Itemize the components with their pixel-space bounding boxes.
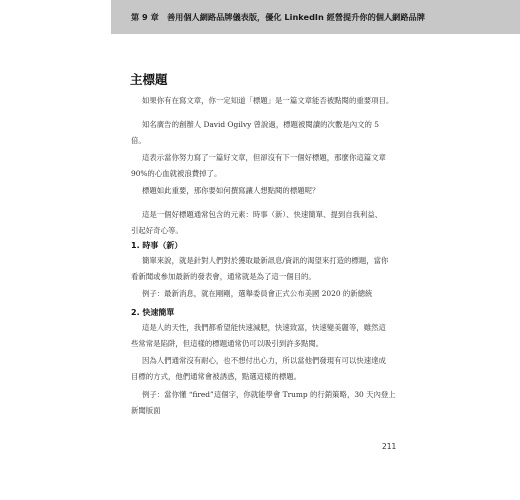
paragraph-line: 例子：最新消息，就在剛剛，選舉委員會正式公布美國 2020 的新總統	[142, 289, 373, 298]
paragraph-9	[131, 353, 401, 385]
paragraph-2	[131, 117, 401, 149]
subheading-current-events: 1. 時事（新）	[131, 241, 183, 250]
paragraph-line: 如果你有在寫文章，你一定知道「標題」是一篇文章能否被點閱的重要項目。	[142, 96, 394, 105]
paragraph-1	[131, 93, 401, 109]
paragraph-line: 這表示當你努力寫了一篇好文章，但卻沒有下一個好標題，那麼你這篇文章	[142, 153, 386, 162]
paragraph-4	[131, 183, 401, 199]
paragraph-10	[131, 387, 401, 419]
section-title: 主標題	[130, 72, 168, 87]
paragraph-3	[131, 150, 401, 182]
paragraph-6	[131, 253, 401, 285]
paragraph-line: 90%的心血就被浪費掉了。	[131, 169, 222, 178]
paragraph-line: 新聞版面	[131, 406, 161, 415]
chapter-title: 第 9 章 善用個人網路品牌儀表版，優化 LinkedIn 經營提升你的個人網路品牌	[131, 11, 425, 22]
paragraph-8	[131, 320, 401, 352]
subheading-quick-simple: 2. 快速簡單	[131, 308, 175, 317]
paragraph-line: 些常常是陷阱，但這樣的標題通常仍可以吸引到許多點閱。	[131, 339, 324, 348]
paragraph-line: 目標的方式，他們通常會被誘惑，點選這樣的標題。	[131, 372, 301, 381]
paragraph-line: 看新聞或參加最新的發表會，通常就是為了這一個目的。	[131, 272, 316, 281]
paragraph-line: 因為人們通常沒有耐心，也不想付出心力，所以當他們發現有可以快速達成	[142, 356, 386, 365]
paragraph-line: 例子：當你懂 “fired”這個字，你就能學會 Trump 的行銷策略，30 天內登上	[142, 390, 396, 399]
chapter-header	[111, 0, 520, 34]
paragraph-line: 這是一個好標題通常包含的元素：時事（新）、快速簡單、提到自我利益、	[142, 210, 383, 219]
paragraph-7	[131, 286, 401, 302]
paragraph-line: 簡單來說，就是針對人們對於獲取最新訊息/資訊的渴望來打造的標題，當你	[142, 256, 389, 265]
paragraph-line: 倍。	[131, 136, 146, 145]
page-number: 211	[382, 442, 397, 451]
paragraph-line: 知名廣告的創辦人 David Ogilvy 曾說過，標題被閱讀的次數是內文的 5	[142, 120, 379, 129]
paragraph-line: 引起好奇心等。	[131, 226, 183, 235]
paragraph-line: 這是人的天性，我們都希望能快速減肥，快速致富，快速變美麗等，雖然這	[142, 323, 386, 332]
paragraph-line: 標題如此重要，那你要如何撰寫讓人想點閱的標題呢？	[142, 186, 320, 195]
paragraph-5	[131, 207, 401, 239]
